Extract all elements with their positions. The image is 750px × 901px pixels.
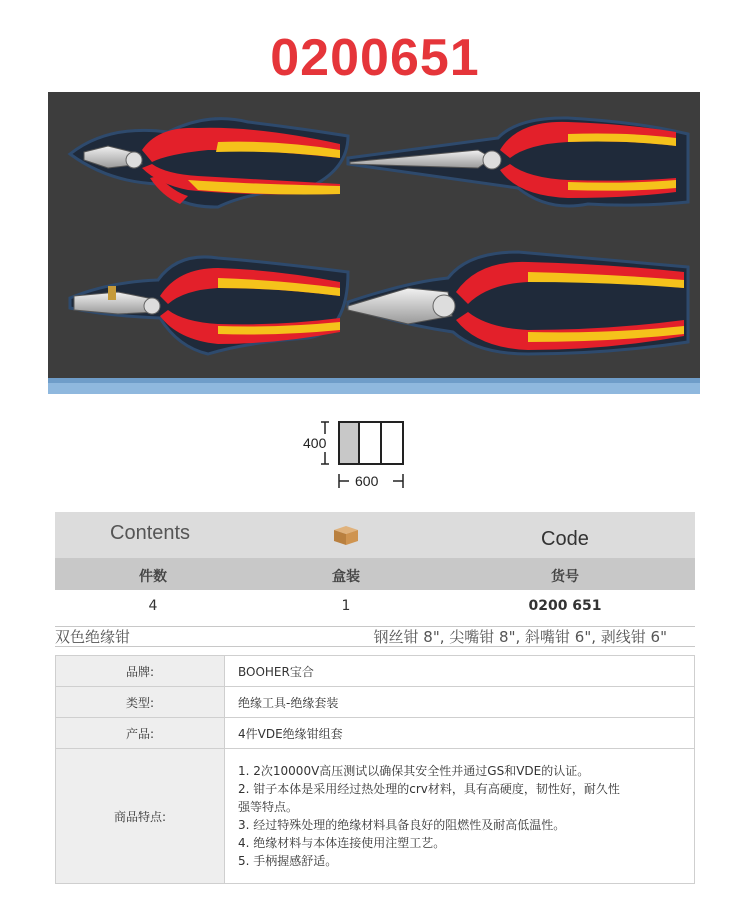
cell-qty: 4 bbox=[148, 598, 158, 614]
brand-value: BOOHER宝合 bbox=[225, 656, 695, 687]
type-label: 类型: bbox=[56, 687, 225, 718]
feature-item: 1. 2次10000V高压测试以确保其安全性并通过GS和VDE的认证。 bbox=[238, 764, 590, 778]
description-left: 双色绝缘钳 bbox=[55, 628, 131, 646]
tool-tray-image bbox=[48, 92, 700, 394]
contents-table bbox=[55, 512, 695, 627]
carton-box-icon bbox=[330, 524, 362, 546]
spec-table bbox=[55, 655, 695, 884]
features-label: 商品特点: bbox=[56, 749, 225, 884]
type-value: 绝缘工具-绝缘套装 bbox=[225, 687, 695, 718]
feature-item: 3. 经过特殊处理的绝缘材料具备良好的阻燃性及耐高低温性。 bbox=[238, 818, 566, 832]
spec-row-product bbox=[56, 718, 695, 749]
feature-item: 强等特点。 bbox=[238, 800, 299, 814]
tray-dimension-diagram bbox=[303, 418, 413, 496]
code-label: Code bbox=[541, 528, 589, 550]
col-qty: 件数 bbox=[139, 569, 167, 585]
features-value bbox=[225, 749, 695, 884]
feature-item: 4. 绝缘材料与本体连接使用注塑工艺。 bbox=[238, 836, 446, 850]
col-box: 盒装 bbox=[332, 569, 360, 585]
spec-row-type bbox=[56, 687, 695, 718]
spec-row-features bbox=[56, 749, 695, 884]
description-right: 钢丝钳 8", 尖嘴钳 8", 斜嘴钳 6", 剥线钳 6" bbox=[373, 628, 667, 646]
cell-box: 1 bbox=[341, 598, 351, 614]
product-label: 产品: bbox=[56, 718, 225, 749]
cell-code: 0200 651 bbox=[528, 598, 602, 614]
product-value: 4件VDE绝缘钳组套 bbox=[225, 718, 695, 749]
dimension-height: 400 bbox=[303, 435, 327, 451]
contents-header bbox=[55, 512, 695, 558]
spec-row-brand bbox=[56, 656, 695, 687]
description-row bbox=[55, 624, 695, 647]
brand-label: 品牌: bbox=[56, 656, 225, 687]
contents-label: Contents bbox=[110, 522, 191, 544]
column-header-row bbox=[55, 558, 695, 590]
product-code-title: 0200651 bbox=[270, 29, 480, 87]
feature-item: 2. 钳子本体是采用经过热处理的crv材料，具有高硬度，韧性好，耐久性 bbox=[238, 782, 620, 796]
features-list bbox=[238, 762, 693, 870]
feature-item: 5. 手柄握感舒适。 bbox=[238, 854, 338, 868]
col-code: 货号 bbox=[551, 569, 579, 585]
table-row bbox=[55, 590, 695, 627]
dimension-width: 600 bbox=[355, 473, 379, 489]
